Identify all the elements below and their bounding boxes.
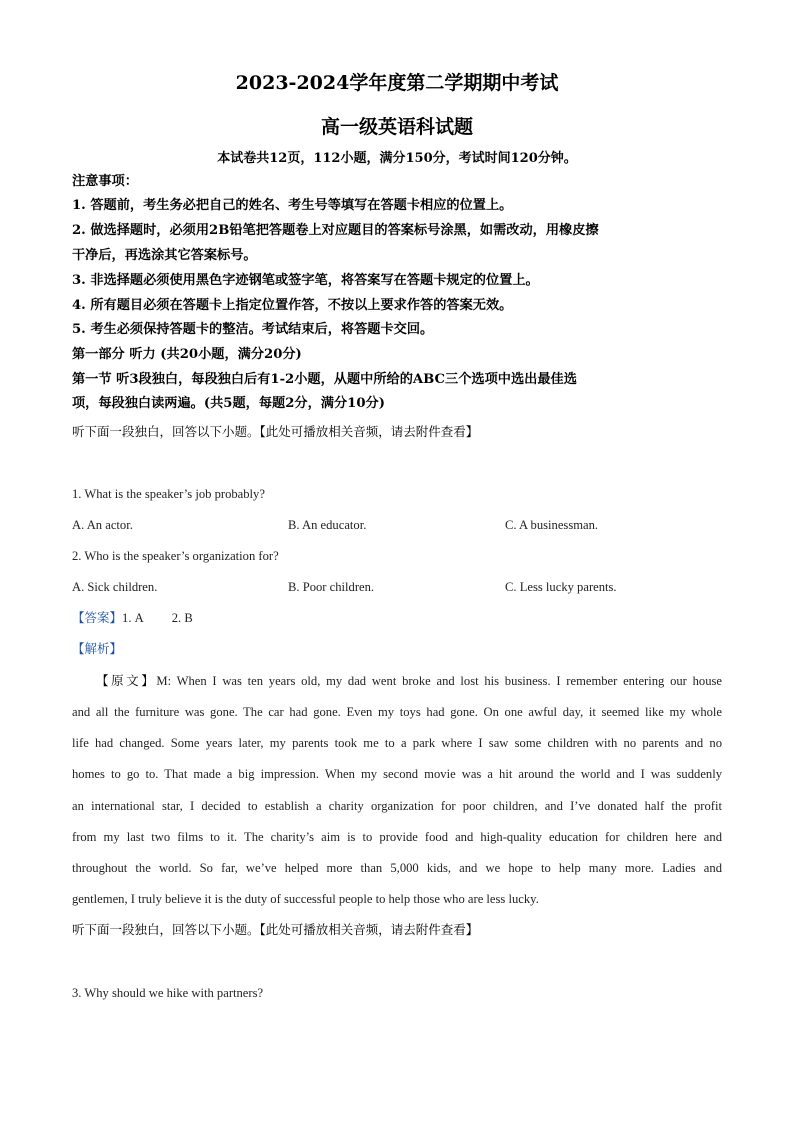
question-1-option-c: C. A businessman.	[505, 518, 599, 532]
question-1-option-a: A. An actor.	[72, 518, 133, 532]
note-item-2-line-1: 2. 做选择题时，必须用2B铅笔把答题卷上对应题目的答案标号涂黑，如需改动，用橡皮擦	[72, 223, 599, 238]
note-item-3: 3. 非选择题必须使用黑色字迹钢笔或签字笔，将答案写在答题卡规定的位置上。	[72, 273, 539, 288]
transcript-line-8: gentlemen, I truly believe it is the duty of successful people to help those who are less lucky.	[72, 892, 539, 906]
notes-heading: 注意事项：	[72, 174, 138, 189]
question-1-option-b: B. An educator.	[288, 518, 367, 532]
note-item-5: 5. 考生必须保持答题卡的整洁。考试结束后，将答题卡交回。	[72, 322, 434, 337]
note-item-2-line-2: 干净后，再选涂其它答案标号。	[72, 248, 257, 263]
source-tag: 【原文】	[96, 673, 157, 688]
analysis-label: 【解析】	[72, 641, 123, 656]
note-item-4: 4. 所有题目必须在答题卡上指定位置作答，不按以上要求作答的答案无效。	[72, 298, 513, 313]
question-2-option-c: C. Less lucky parents.	[505, 580, 617, 594]
exam-subtitle: 高一级英语科试题	[320, 116, 473, 138]
answer-value-2: 2. B	[171, 611, 193, 625]
answer-label: 【答案】	[72, 610, 123, 625]
transcript-line-4: homes to go to. That made a big impression. When my second movie was a hit around the world and I was suddenly	[72, 767, 722, 781]
answer-line	[72, 608, 193, 628]
note-item-1: 1. 答题前，考生务必把自己的姓名、考生号等填写在答题卡相应的位置上。	[72, 198, 513, 213]
question-1-stem: 1. What is the speaker’s job probably?	[72, 487, 265, 501]
listening-instruction-2: 听下面一段独白，回答以下小题。【此处可播放相关音频，请去附件查看】	[72, 922, 479, 937]
transcript-line-6: from my last two films to it. The charity’s aim is to provide food and high-quality education for children here and	[72, 830, 722, 844]
section1-line-1: 第一节 听3段独白，每段独白后有1-2小题，从题中所给的ABC三个选项中选出最佳选	[72, 372, 577, 387]
answer-value-1: 1. A	[122, 611, 144, 625]
part1-heading: 第一部分 听力 (共20小题，满分20分)	[72, 347, 302, 362]
question-2-option-b: B. Poor children.	[288, 580, 375, 594]
question-3-stem: 3. Why should we hike with partners?	[72, 986, 264, 1000]
exam-title: 2023-2024学年度第二学期期中考试	[235, 72, 559, 94]
transcript-line-3: life had changed. Some years later, my parents took me to a park where I saw some children with no parents and no	[72, 736, 722, 750]
transcript-line-2: and all the furniture was gone. The car had gone. Even my toys had gone. On one awful day, it seemed like my whole	[72, 705, 722, 719]
transcript-line-7: throughout the world. So far, we’ve helped more than 5,000 kids, and we hope to help many more. Ladies and	[72, 861, 722, 875]
listening-instruction-1: 听下面一段独白，回答以下小题。【此处可播放相关音频，请去附件查看】	[72, 424, 479, 439]
question-2-stem: 2. Who is the speaker’s organization for?	[72, 549, 279, 563]
analysis-line	[72, 639, 122, 659]
transcript-line-1: 【原文】M: When I was ten years old, my dad went broke and lost his business. I remember entering our house	[96, 673, 722, 688]
exam-info: 本试卷共12页，112小题，满分150分，考试时间120分钟。	[217, 151, 577, 166]
section1-line-2: 项，每段独白读两遍。(共5题，每题2分，满分10分)	[72, 396, 385, 411]
question-2-option-a: A. Sick children.	[72, 580, 158, 594]
transcript-line-5: an international star, I decided to establish a charity organization for poor children, and I’ve donated half the profit	[72, 799, 722, 813]
